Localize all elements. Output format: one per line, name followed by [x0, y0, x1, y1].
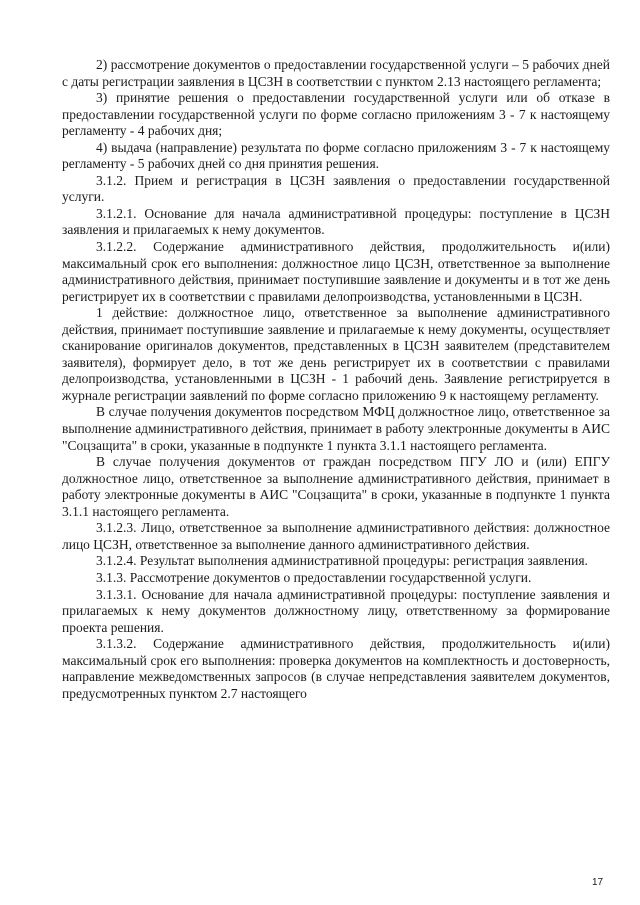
paragraph: 3) принятие решения о предоставлении государственной услуги или об отказе в предоставлении государственной услуги по форме согласно приложениям 3 - 7 к настоящему регламенту - 4 рабочих дня;	[62, 90, 610, 139]
paragraph: В случае получения документов посредством МФЦ должностное лицо, ответственное за выполнение административного действия, принимает в работу электронные документы в АИС "Соцзащита" в сроки, указанные в подпункте 1 пункта 3.1.1 настоящего регламента.	[62, 404, 610, 453]
paragraph: 3.1.2.3. Лицо, ответственное за выполнение административного действия: должностное лицо ЦСЗН, ответственное за выполнение данного административного действия.	[62, 520, 610, 552]
paragraph: 3.1.2. Прием и регистрация в ЦСЗН заявления о предоставлении государственной услуги.	[62, 172, 610, 205]
paragraph: 3.1.2.1. Основание для начала административной процедуры: поступление в ЦСЗН заявления и прилагаемых к нему документов.	[62, 205, 610, 238]
page-number: 17	[592, 877, 604, 888]
paragraph: 3.1.3. Рассмотрение документов о предоставлении государственной услуги.	[96, 569, 532, 585]
paragraph: В случае получения документов от граждан посредством ПГУ ЛО и (или) ЕПГУ должностное лицо, ответственное за выполнение административного действия, принимает в работу электронные документы в АИС "Соцзащита" в сроки, указанные в подпункте 1 пункта 3.1.1 настоящего регламента.	[62, 454, 610, 519]
document-body	[62, 57, 610, 702]
paragraph: 3.1.3.1. Основание для начала административной процедуры: поступление заявления и прилагаемых к нему документов должностному лицу, ответственному за формирование проекта решения.	[62, 586, 610, 635]
paragraph: 3.1.3.2. Содержание административного действия, продолжительность и(или) максимальный срок его выполнения: проверка документов на комплектность и достоверность, направление межведомственных запросов (в случае непредставления заявителем документов, предусмотренных пунктом 2.7 настоящего	[62, 636, 610, 701]
paragraph: 4) выдача (направление) результата по форме согласно приложениям 3 - 7 к настоящему регламенту - 5 рабочих дней со дня принятия решения.	[62, 139, 610, 172]
paragraph: 3.1.2.2. Содержание административного действия, продолжительность и(или) максимальный срок его выполнения: должностное лицо ЦСЗН, ответственное за выполнение административного действия, принимает поступившие заявление и документы и в тот же день регистрирует их в соответствии с правилами делопроизводства, установленными в ЦСЗН.	[62, 239, 610, 304]
paragraph: 3.1.2.4. Результат выполнения административной процедуры: регистрация заявления.	[96, 553, 588, 569]
paragraph: 1 действие: должностное лицо, ответственное за выполнение административного действия, принимает поступившие заявление и прилагаемые к нему документы, осуществляет сканирование оригиналов документов, представленных в ЦСЗН заявителем (представителем заявителя), формирует дело, в тот же день регистрирует их в соответствии с правилами делопроизводства, установленными в ЦСЗН - 1 рабочий день. Заявление регистрируется в журнале регистрации заявлений по форме согласно приложению 9 к настоящему регламенту.	[62, 305, 610, 403]
paragraph: 2) рассмотрение документов о предоставлении государственной услуги – 5 рабочих дней с даты регистрации заявления в ЦСЗН в соответствии с пунктом 2.13 настоящего регламента;	[62, 57, 610, 89]
